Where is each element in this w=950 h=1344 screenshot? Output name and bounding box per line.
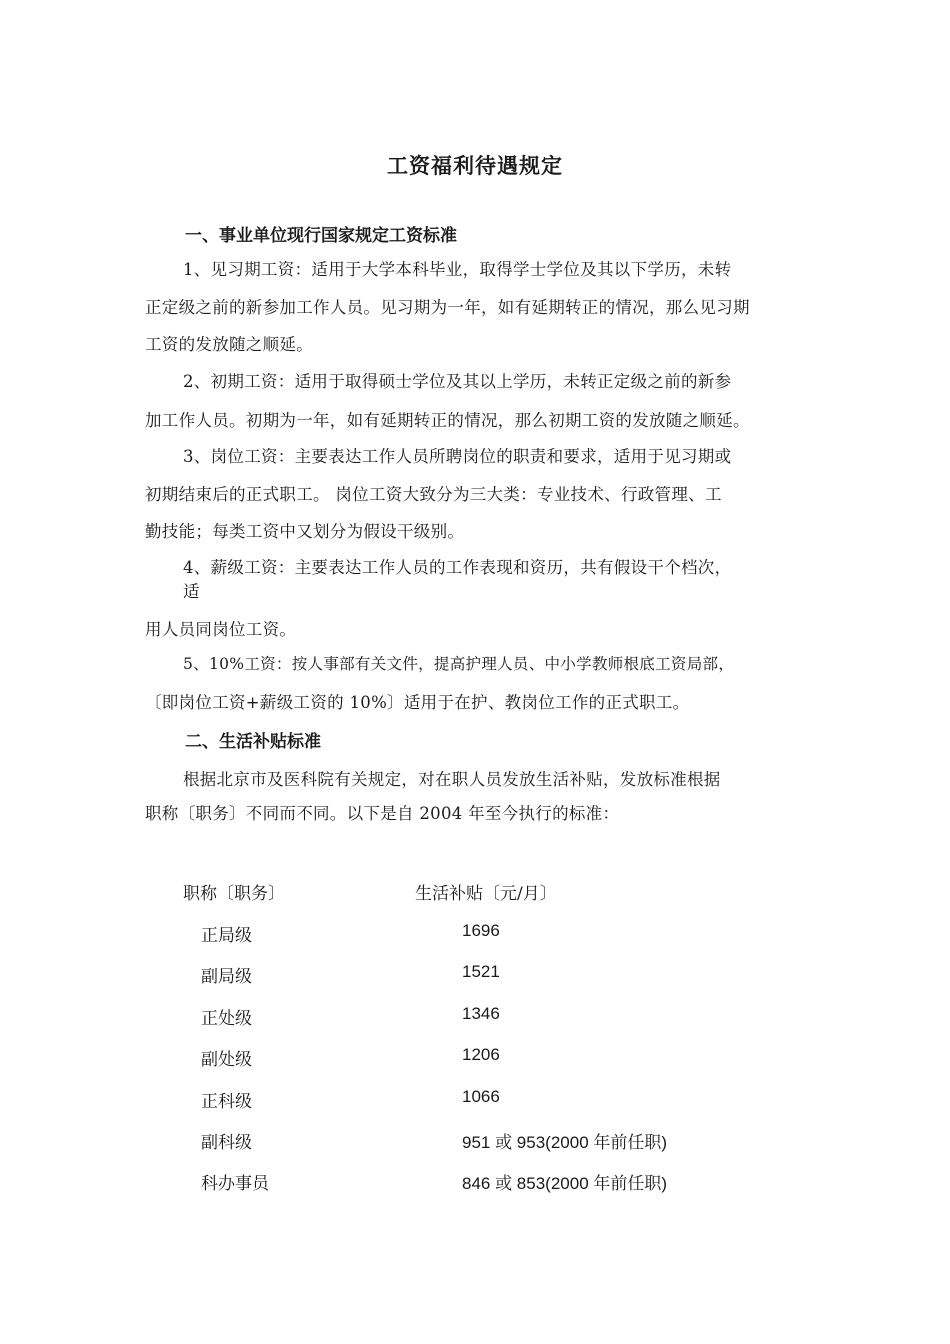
table-cell-amount: 1206 bbox=[462, 1045, 500, 1064]
paragraph-line: 勤技能；每类工资中又划分为假设干级别。 bbox=[145, 522, 465, 541]
table-cell-amount: 951 或 953(2000 年前任职) bbox=[462, 1133, 668, 1152]
paragraph-line: 4、薪级工资：主要表达工作人员的工作表现和资历，共有假设干个档次， bbox=[183, 558, 732, 577]
paragraph-line: 加工作人员。初期为一年，如有延期转正的情况，那么初期工资的发放随之顺延。 bbox=[145, 411, 750, 430]
table-cell-title: 正局级 bbox=[201, 926, 252, 946]
table-header-amount: 生活补贴〔元/月〕 bbox=[415, 884, 557, 904]
table-cell-title: 副科级 bbox=[201, 1133, 252, 1153]
paragraph-line: 工资的发放随之顺延。 bbox=[145, 335, 313, 354]
table-cell-title: 正处级 bbox=[201, 1009, 252, 1029]
table-cell-title: 正科级 bbox=[201, 1092, 252, 1112]
paragraph-line: 3、岗位工资：主要表达工作人员所聘岗位的职责和要求，适用于见习期或 bbox=[183, 447, 732, 466]
paragraph-line: 初期结束后的正式职工。 岗位工资大致分为三大类：专业技术、行政管理、工 bbox=[145, 485, 722, 504]
paragraph-line: 根据北京市及医科院有关规定，对在职人员发放生活补贴，发放标准根据 bbox=[183, 770, 721, 789]
paragraph-line: 〔即岗位工资+薪级工资的 10%〕适用于在护、教岗位工作的正式职工。 bbox=[145, 693, 690, 712]
table-cell-amount: 1066 bbox=[462, 1087, 500, 1106]
table-cell-amount: 1346 bbox=[462, 1004, 500, 1023]
table-cell-title: 科办事员 bbox=[201, 1174, 269, 1194]
table-header-title: 职称〔职务〕 bbox=[183, 884, 285, 904]
table-cell-title: 副局级 bbox=[201, 967, 252, 987]
section-2-heading: 二、生活补贴标准 bbox=[185, 732, 321, 752]
paragraph-line: 适 bbox=[183, 582, 200, 601]
paragraph-line: 正定级之前的新参加工作人员。见习期为一年，如有延期转正的情况，那么见习期 bbox=[145, 298, 750, 317]
paragraph-line: 职称〔职务〕不同而不同。以下是自 2004 年至今执行的标准： bbox=[145, 804, 620, 823]
table-cell-title: 副处级 bbox=[201, 1050, 252, 1070]
table-cell-amount: 1696 bbox=[462, 921, 500, 940]
paragraph-line: 用人员同岗位工资。 bbox=[145, 620, 297, 639]
table-cell-amount: 1521 bbox=[462, 962, 500, 981]
paragraph-line: 1、见习期工资：适用于大学本科毕业，取得学士学位及其以下学历，未转 bbox=[183, 260, 732, 279]
paragraph-line: 5、10%工资：按人事部有关文件，提高护理人员、中小学教师根底工资局部， bbox=[183, 655, 735, 673]
paragraph-line: 2、初期工资：适用于取得硕士学位及其以上学历，未转正定级之前的新参 bbox=[183, 372, 732, 391]
table-cell-amount: 846 或 853(2000 年前任职) bbox=[462, 1174, 668, 1193]
section-1-heading: 一、事业单位现行国家规定工资标准 bbox=[185, 226, 457, 246]
page-title: 工资福利待遇规定 bbox=[387, 154, 563, 178]
